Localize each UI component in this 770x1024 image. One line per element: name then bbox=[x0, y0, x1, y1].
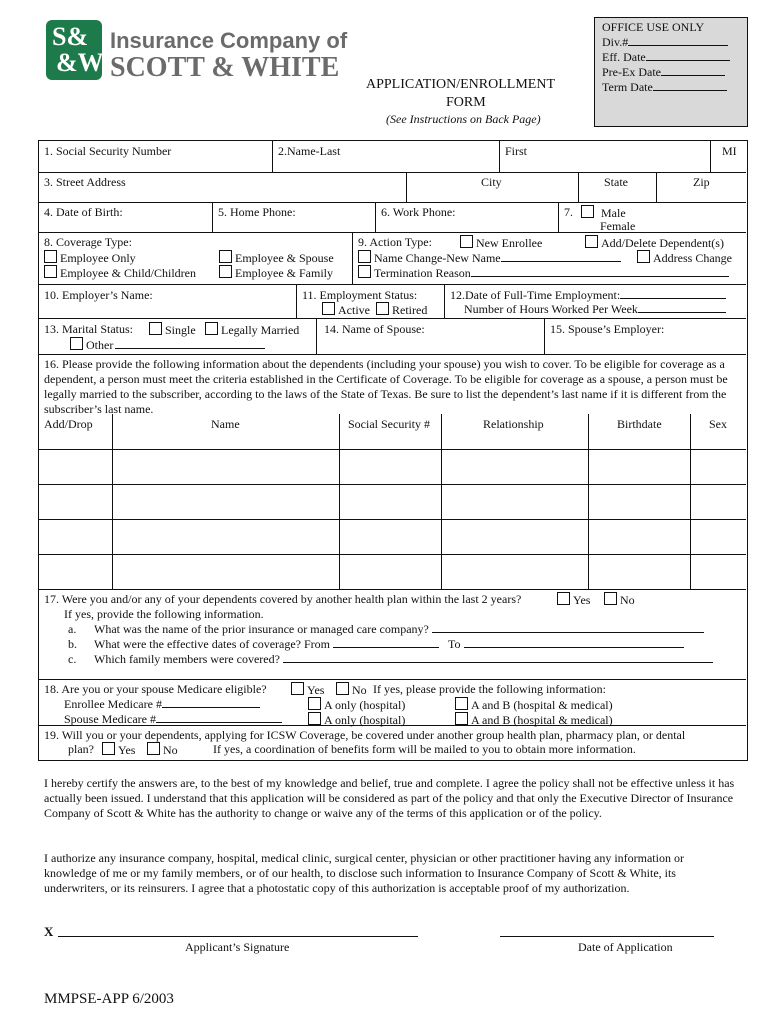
col-add-drop: Add/Drop bbox=[44, 417, 93, 431]
employee-child-option[interactable]: Employee & Child/Children bbox=[44, 265, 196, 281]
enrollee-a-only-checkbox[interactable] bbox=[308, 697, 321, 710]
new-name-field[interactable] bbox=[501, 251, 621, 262]
city-label: City bbox=[481, 175, 502, 189]
spouse-employer-label: 15. Spouse’s Employer: bbox=[550, 322, 665, 336]
q17-no-option[interactable]: No bbox=[604, 592, 635, 608]
single-checkbox[interactable] bbox=[149, 322, 162, 335]
dependents-instructions: 16. Please provide the following information about the dependents (including your spouse) you wish to cover. To be eligible for coverage as a dependent, a person must meet the criteria established in the Certificate of Coverage. To be eligible for coverage as a spouse, a person must be legally married to the subscriber, according to the laws of the State of Texas. Be sure to list the dependent’s last name if it is different from the subscriber’s last name. bbox=[44, 357, 728, 416]
col-name: Name bbox=[211, 417, 240, 431]
spouse-a-only-checkbox[interactable] bbox=[308, 712, 321, 725]
q18-question: 18. Are you or your spouse Medicare eligible? bbox=[44, 682, 267, 696]
employee-only-checkbox[interactable] bbox=[44, 250, 57, 263]
logo-mark-bottom: &W bbox=[56, 48, 104, 77]
dependent-row-2[interactable] bbox=[39, 485, 745, 519]
enrollee-medicare-field[interactable]: Enrollee Medicare # bbox=[64, 697, 260, 712]
address-change-option[interactable]: Address Change bbox=[637, 250, 732, 266]
employee-family-option[interactable]: Employee & Family bbox=[219, 265, 333, 281]
q17-yes-checkbox[interactable] bbox=[557, 592, 570, 605]
company-logo-mark bbox=[46, 20, 102, 80]
termination-reason-field[interactable] bbox=[471, 266, 729, 277]
office-use-title: OFFICE USE ONLY bbox=[602, 20, 705, 34]
single-option[interactable]: Single bbox=[149, 322, 196, 338]
employment-status-label: 11. Employment Status: bbox=[302, 288, 418, 302]
male-option[interactable]: Male bbox=[581, 205, 626, 221]
q19-plan-label: plan? bbox=[68, 742, 94, 756]
dependent-row-3[interactable] bbox=[39, 520, 745, 554]
certification-text: I hereby certify the answers are, to the best of my knowledge and belief, true and complete. I agree the policy shall not be effective unless it has actually been issued. I understand that this application will be considered as part of the policy and that only the Executive Director of Insurance Company of Scott & White has the authority to change or waive any of the terms of this application or of the policy. bbox=[44, 776, 735, 820]
signature-x-mark: X bbox=[44, 924, 54, 939]
home-phone-label: 5. Home Phone: bbox=[218, 205, 296, 219]
office-use-box bbox=[594, 17, 748, 127]
add-delete-dependent-checkbox[interactable] bbox=[585, 235, 598, 248]
active-option[interactable]: Active bbox=[322, 302, 370, 318]
add-delete-dependent-option[interactable]: Add/Delete Dependent(s) bbox=[585, 235, 724, 251]
col-ssn: Social Security # bbox=[348, 417, 430, 431]
form-title: APPLICATION/ENROLLMENT bbox=[366, 77, 555, 92]
other-marital-option[interactable]: Other bbox=[70, 337, 265, 353]
q17-if-yes: If yes, provide the following information. bbox=[64, 607, 264, 621]
q19-yes-option[interactable]: Yes bbox=[102, 742, 135, 758]
enrollee-a-and-b-checkbox[interactable] bbox=[455, 697, 468, 710]
q18-no-checkbox[interactable] bbox=[336, 682, 349, 695]
spouse-name-label: 14. Name of Spouse: bbox=[324, 322, 425, 336]
active-checkbox[interactable] bbox=[322, 302, 335, 315]
retired-checkbox[interactable] bbox=[376, 302, 389, 315]
state-label: State bbox=[604, 175, 628, 189]
dob-label: 4. Date of Birth: bbox=[44, 205, 123, 219]
spouse-a-and-b-checkbox[interactable] bbox=[455, 712, 468, 725]
office-preex-date-field: Pre-Ex Date bbox=[602, 65, 725, 80]
q18-yes-option[interactable]: Yes bbox=[291, 682, 324, 698]
q17-yes-option[interactable]: Yes bbox=[557, 592, 590, 608]
marital-status-label: 13. Marital Status: bbox=[44, 322, 133, 336]
legally-married-option[interactable]: Legally Married bbox=[205, 322, 299, 338]
logo-mark-top: S& bbox=[52, 22, 89, 51]
signature-line[interactable] bbox=[58, 936, 418, 937]
new-enrollee-option[interactable]: New Enrollee bbox=[460, 235, 542, 251]
q19-yes-checkbox[interactable] bbox=[102, 742, 115, 755]
new-enrollee-checkbox[interactable] bbox=[460, 235, 473, 248]
employee-spouse-option[interactable]: Employee & Spouse bbox=[219, 250, 334, 266]
name-change-option[interactable]: Name Change-New Name bbox=[358, 250, 621, 266]
termination-checkbox[interactable] bbox=[358, 265, 371, 278]
authorization-text: I authorize any insurance company, hospital, medical clinic, surgical center, physician or other practitioner having any information or knowledge of me or my family members, or of our health, to disclose such information to Insurance Company of Scott & White, its underwriters, or its reinsurers. I agree that a photostatic copy of this authorization is acceptable proof of my authorization. bbox=[44, 851, 684, 895]
spouse-medicare-field[interactable]: Spouse Medicare # bbox=[64, 712, 282, 727]
q17c-field[interactable]: Which family members were covered? bbox=[94, 652, 713, 667]
q18-no-option[interactable]: No bbox=[336, 682, 367, 698]
coverage-type-label: 8. Coverage Type: bbox=[44, 235, 132, 249]
office-term-date-field: Term Date bbox=[602, 80, 727, 95]
applicant-signature-label: Applicant’s Signature bbox=[185, 940, 290, 954]
q17-question: 17. Were you and/or any of your dependents covered by another health plan within the last 2 years? bbox=[44, 592, 522, 606]
zip-label: Zip bbox=[693, 175, 710, 189]
col-birthdate: Birthdate bbox=[617, 417, 662, 431]
instructions-note: (See Instructions on Back Page) bbox=[386, 112, 541, 126]
employee-child-checkbox[interactable] bbox=[44, 265, 57, 278]
dependent-row-1[interactable] bbox=[39, 450, 745, 484]
form-code: MMPSE-APP 6/2003 bbox=[44, 991, 174, 1007]
enrollee-a-and-b-option[interactable]: A and B (hospital & medical) bbox=[455, 697, 613, 713]
spouse-a-only-option[interactable]: A only (hospital) bbox=[308, 712, 405, 728]
spouse-a-and-b-option[interactable]: A and B (hospital & medical) bbox=[455, 712, 613, 728]
first-name-label: First bbox=[505, 144, 528, 158]
q18-yes-checkbox[interactable] bbox=[291, 682, 304, 695]
hours-worked-field[interactable]: Number of Hours Worked Per Week bbox=[464, 302, 726, 317]
q19-question: 19. Will you or your dependents, applying for ICSW Coverage, be covered under another group health plan, pharmacy plan, or dental bbox=[44, 728, 686, 742]
sex-label: 7. bbox=[564, 205, 573, 219]
address-change-checkbox[interactable] bbox=[637, 250, 650, 263]
q18-if-yes: If yes, please provide the following information: bbox=[373, 682, 606, 696]
last-name-label: 2.Name-Last bbox=[278, 144, 341, 158]
employee-family-checkbox[interactable] bbox=[219, 265, 232, 278]
enrollee-a-only-option[interactable]: A only (hospital) bbox=[308, 697, 405, 713]
q17b-field[interactable]: What were the effective dates of coverage? From To bbox=[94, 637, 684, 652]
other-marital-checkbox[interactable] bbox=[70, 337, 83, 350]
action-type-label: 9. Action Type: bbox=[358, 235, 432, 249]
name-change-checkbox[interactable] bbox=[358, 250, 371, 263]
q19-note: If yes, a coordination of benefits form will be mailed to you to obtain more information. bbox=[213, 742, 636, 756]
female-option: Female bbox=[600, 219, 636, 233]
q17b-label: b. bbox=[68, 637, 77, 651]
form-title-2: FORM bbox=[446, 95, 486, 110]
male-checkbox[interactable] bbox=[581, 205, 594, 218]
legally-married-checkbox[interactable] bbox=[205, 322, 218, 335]
work-phone-label: 6. Work Phone: bbox=[381, 205, 456, 219]
q17-no-checkbox[interactable] bbox=[604, 592, 617, 605]
retired-option[interactable]: Retired bbox=[376, 302, 427, 318]
employer-name-label: 10. Employer’s Name: bbox=[44, 288, 153, 302]
dependent-row-4[interactable] bbox=[39, 555, 745, 589]
termination-option[interactable]: Termination Reason bbox=[358, 265, 729, 281]
col-sex: Sex bbox=[709, 417, 727, 431]
logo-text-line2: SCOTT & WHITE bbox=[110, 52, 340, 83]
logo-text-line1: Insurance Company of bbox=[110, 28, 348, 53]
q17a-label: a. bbox=[68, 622, 77, 636]
middle-initial-label: MI bbox=[722, 144, 737, 158]
q17c-label: c. bbox=[68, 652, 77, 666]
date-line[interactable] bbox=[500, 936, 714, 937]
q19-no-checkbox[interactable] bbox=[147, 742, 160, 755]
office-div-field: Div.# bbox=[602, 35, 728, 50]
employee-spouse-checkbox[interactable] bbox=[219, 250, 232, 263]
col-relationship: Relationship bbox=[483, 417, 544, 431]
ft-employment-date-field[interactable]: 12.Date of Full-Time Employment: bbox=[450, 288, 726, 303]
q19-no-option[interactable]: No bbox=[147, 742, 178, 758]
employee-only-option[interactable]: Employee Only bbox=[44, 250, 136, 266]
ssn-label: 1. Social Security Number bbox=[44, 144, 172, 158]
street-address-label: 3. Street Address bbox=[44, 175, 126, 189]
date-of-application-label: Date of Application bbox=[578, 940, 673, 954]
q17a-field[interactable]: What was the name of the prior insurance or managed care company? bbox=[94, 622, 704, 637]
office-eff-date-field: Eff. Date bbox=[602, 50, 730, 65]
